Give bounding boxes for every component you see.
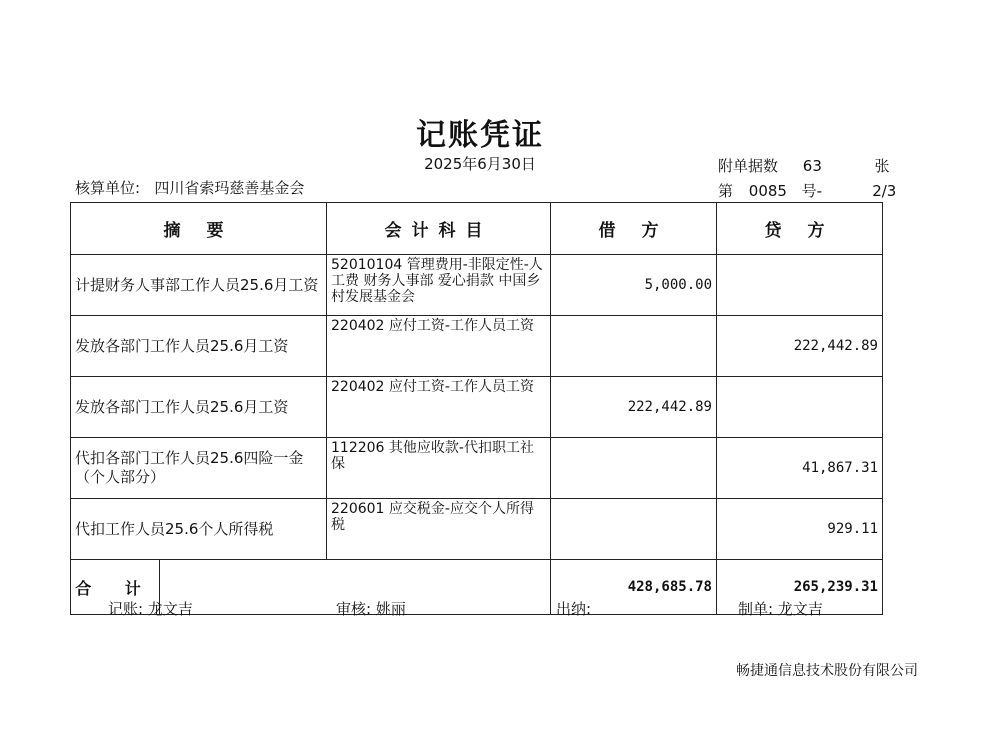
total-debit: 428,685.78: [551, 560, 717, 615]
attach-label: 附单据数: [718, 157, 779, 175]
voucher-title: 记账凭证: [416, 118, 544, 153]
seq-number: 0085: [748, 182, 787, 200]
row-credit: [717, 377, 883, 438]
row-account: 220402 应付工资-工作人员工资: [327, 377, 551, 438]
attach-count: 63: [802, 157, 822, 175]
row-summary: 代扣工作人员25.6个人所得税: [71, 499, 327, 560]
unit-name: 四川省索玛慈善基金会: [154, 179, 305, 197]
cashier: 出纳:: [556, 600, 592, 618]
row-debit: 5,000.00: [551, 255, 717, 316]
header-account: 会计科目: [327, 203, 551, 255]
bookkeeper: 记账: 龙文吉: [108, 600, 193, 618]
table-row: [71, 377, 883, 438]
row-credit: 41,867.31: [717, 438, 883, 499]
accounting-unit: [75, 177, 304, 198]
attach-unit: 张: [874, 157, 890, 175]
row-summary: 计提财务人事部工作人员25.6月工资: [71, 255, 327, 316]
reviewer: 审核: 姚丽: [336, 600, 406, 618]
row-debit: [551, 316, 717, 377]
table-row: [71, 438, 883, 499]
total-label: 合 计: [71, 560, 160, 614]
attachment-count: [718, 155, 890, 176]
row-summary: 代扣各部门工作人员25.6四险一金（个人部分）: [71, 438, 327, 499]
row-credit: 222,442.89: [717, 316, 883, 377]
software-company: 畅捷通信息技术股份有限公司: [736, 663, 918, 679]
voucher-date: 2025年6月30日: [424, 155, 536, 173]
row-debit: [551, 438, 717, 499]
preparer: 制单: 龙文吉: [738, 600, 823, 618]
row-summary: 发放各部门工作人员25.6月工资: [71, 377, 327, 438]
seq-suffix: 号-: [801, 182, 822, 200]
total-credit: 265,239.31: [717, 560, 883, 615]
row-account: 112206 其他应收款-代扣职工社保: [327, 438, 551, 499]
table-header: [71, 203, 883, 255]
voucher-table: [70, 202, 883, 615]
row-account: 220402 应付工资-工作人员工资: [327, 316, 551, 377]
row-summary: 发放各部门工作人员25.6月工资: [71, 316, 327, 377]
table-row: [71, 255, 883, 316]
table-row: [71, 316, 883, 377]
table-row: [71, 499, 883, 560]
row-account: 220601 应交税金-应交个人所得税: [327, 499, 551, 560]
header-summary: 摘 要: [71, 203, 327, 255]
row-credit: [717, 255, 883, 316]
row-debit: [551, 499, 717, 560]
seq-prefix: 第: [718, 182, 734, 200]
voucher-number: [718, 180, 896, 201]
row-account: 52010104 管理费用-非限定性-人工费 财务人事部 爱心捐款 中国乡村发展基金会: [327, 255, 551, 316]
row-credit: 929.11: [717, 499, 883, 560]
header-debit: 借 方: [551, 203, 717, 255]
unit-label: 核算单位:: [75, 179, 141, 197]
seq-page: 2/3: [872, 182, 897, 200]
row-debit: 222,442.89: [551, 377, 717, 438]
header-credit: 贷 方: [717, 203, 883, 255]
